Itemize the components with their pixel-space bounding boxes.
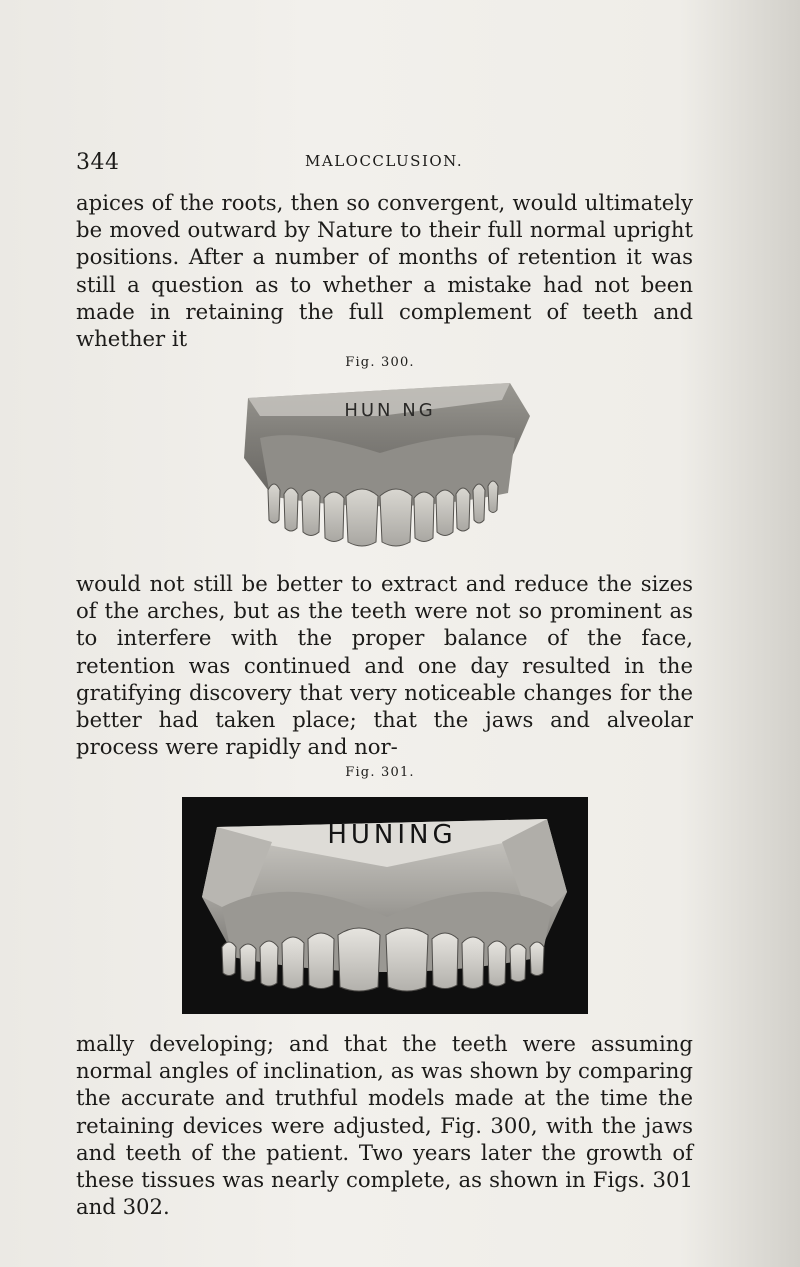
paragraph-2: would not still be better to extract and reduce the sizes of the arches, but as the teeth were not so prominent as to interfere with the proper balance of the face, retention was continued and one day resulted in the gratifying discovery that very noticeable changes for the better had taken place; that the jaws and alveolar process were rapidly and nor-: [76, 571, 693, 760]
paragraph-1: apices of the roots, then so convergent, would ultimately be moved outward by Nature to their full normal upright positions. After a number of months of retention it was still a question as to whether a mistake had not been made in retaining the full complement of teeth and whether it: [76, 190, 693, 352]
figure-301-caption: Fig. 301.: [345, 765, 415, 780]
paragraph-3: mally developing; and that the teeth were assuming normal angles of inclination, as was shown by comparing the accurate and truthful models made at the time the retaining devices were adjusted, Fig. 300, with the jaws and teeth of the patient. Two years later the growth of these tissues was nearly complete, as shown in Figs. 301 and 302.: [76, 1031, 693, 1220]
figure-301-dental-model-photo: [182, 797, 588, 1014]
figure-300-model-label: HUN NG: [344, 400, 436, 421]
figure-300-dental-model-photo: [240, 378, 532, 548]
figure-300-caption: Fig. 300.: [345, 355, 415, 370]
figure-301-model-label: HUNING: [327, 820, 457, 850]
running-head: MALOCCLUSION.: [305, 152, 464, 170]
page-number: 344: [76, 150, 120, 175]
